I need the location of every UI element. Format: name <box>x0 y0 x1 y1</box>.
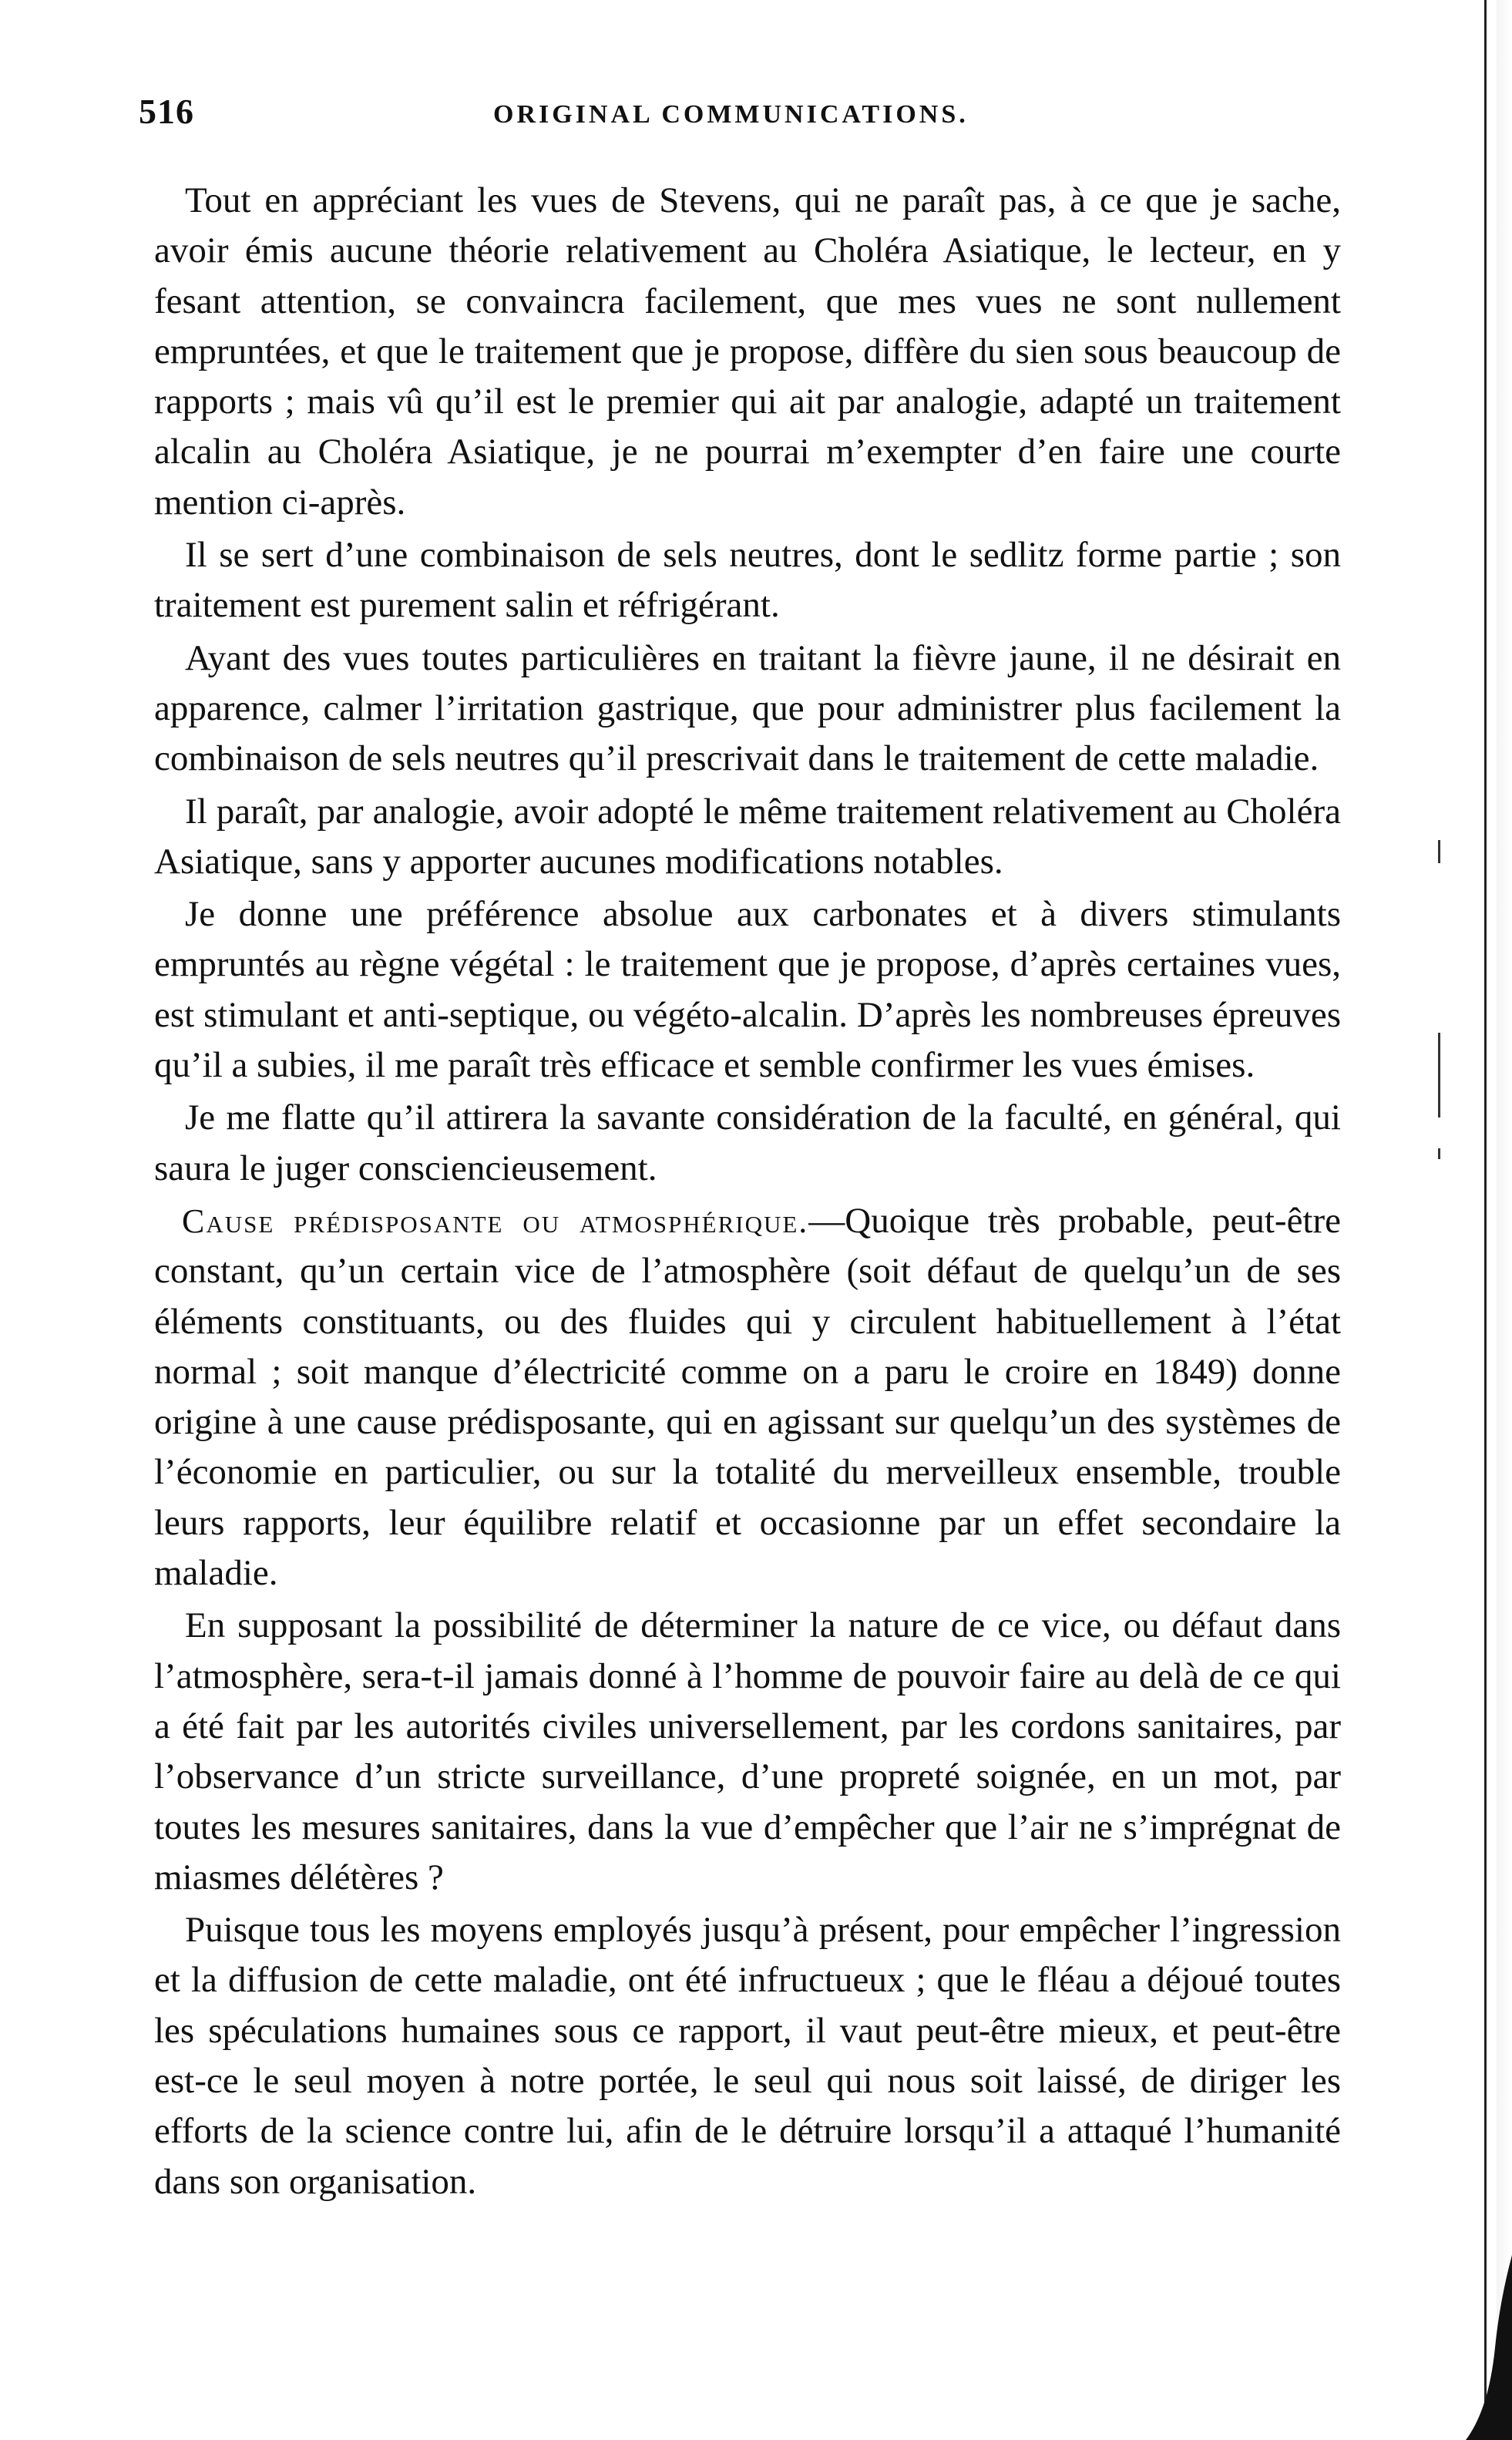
body-text <box>154 176 1341 2210</box>
page-header <box>139 91 1341 145</box>
margin-mark <box>1438 840 1440 863</box>
cause-text: —Quoique très probable, peut-être constant, qu’un certain vice de l’atmosphère (soit défaut de quelqu’un de ses éléments constituants, ou des fluides qui y circulent habituellement à l’état normal ; soit manque d’électricité comme on a paru le croire en 1849) donne origine à une cause prédisposante, qui en agissant sur quelqu’un des systèmes de l’économie en particulier, ou sur la totalité du merveilleux ensemble, trouble leurs rapports, leur équilibre relatif et occasionne par un effet secondaire la maladie. <box>154 1200 1341 1594</box>
paragraph-analogie: Il paraît, par analogie, avoir adopté le même traitement relativement au Choléra Asiatique, sans y apporter aucunes modifications notables. <box>154 791 1341 882</box>
binding-edge <box>1473 0 1512 2440</box>
section-heading: Cause prédisposante ou atmosphérique. <box>182 1202 809 1240</box>
paragraph-sels-neutres: Il se sert d’une combinaison de sels neutres, dont le sedlitz forme partie ; son traitement est purement salin et réfrigérant. <box>154 535 1341 626</box>
page-corner-shadow <box>1435 2255 1512 2440</box>
paragraph-supposant: En supposant la possibilité de déterminer la nature de ce vice, ou défaut dans l’atmosphère, sera-t-il jamais donné à l’homme de pouvoir faire au delà de ce qui a été fait par les autorités civiles universellement, par les cordons sanitaires, par l’observance d’un stricte surveillance, d’une propreté soignée, en un mot, par toutes les mesures sanitaires, dans la vue d’empêcher que l’air ne s’imprégnat de miasmes délétères ? <box>154 1605 1341 1897</box>
paragraph-fievre-jaune: Ayant des vues toutes particulières en traitant la fièvre jaune, il ne désirait en apparence, calmer l’irritation gastrique, que pour administrer plus facilement la combinaison de sels neutres qu’il prescrivait dans le traitement de cette maladie. <box>154 637 1341 779</box>
running-head: ORIGINAL COMMUNICATIONS. <box>493 100 969 129</box>
paragraph-faculte: Je me flatte qu’il attirera la savante considération de la faculté, en général, qui saura le juger consciencieusement. <box>154 1097 1341 1188</box>
binding-shadow <box>1497 0 1512 2440</box>
paragraph-carbonates: Je donne une préférence absolue aux carbonates et à divers stimulants empruntés au règne végétal : le traitement que je propose, d’après certaines vues, est stimulant et anti-septique, ou végéto-alcalin. D’après les nombreuses épreuves qu’il a subies, il me paraît très efficace et semble confirmer les vues émises. <box>154 894 1341 1086</box>
page-number: 516 <box>139 92 194 131</box>
margin-mark <box>1438 1033 1440 1117</box>
margin-mark <box>1438 1148 1440 1159</box>
paragraph-stevens: Tout en appréciant les vues de Stevens, qui ne paraît pas, à ce que je sache, avoir émis aucune théorie relativement au Choléra Asiatique, le lecteur, en y fesant attention, se convaincra facilement, que mes vues ne sont nullement empruntées, et que le traitement que je propose, diffère du sien sous beaucoup de rapports ; mais vû qu’il est le premier qui ait par analogie, adapté un traitement alcalin au Choléra Asiatique, je ne pourrai m’exempter d’en faire une courte mention ci-après. <box>154 180 1341 523</box>
paragraph-cause-predisposante <box>154 1196 1341 1598</box>
binding-line <box>1484 0 1487 2440</box>
paragraph-puisque: Puisque tous les moyens employés jusqu’à présent, pour empêcher l’ingression et la diffusion de cette maladie, ont été infructueux ; que le fléau a déjoué toutes les spéculations humaines sous ce rapport, il vaut peut-être mieux, et peut-être est-ce le seul moyen à notre portée, le seul qui nous soit laissé, de diriger les efforts de la science contre lui, afin de le détruire lorsqu’il a attaqué l’humanité dans son organisation. <box>154 1910 1341 2202</box>
